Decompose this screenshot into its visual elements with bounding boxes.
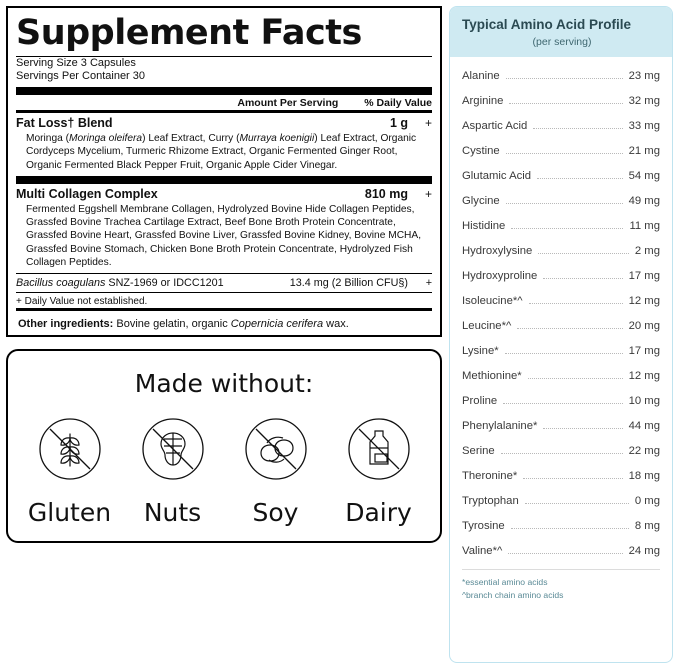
list-item [462,313,660,338]
list-item [462,238,660,263]
amino-value: 33 mg [628,119,660,132]
icon-label: Soy [252,498,299,528]
amino-footnotes [450,570,672,602]
supplement-facts-panel [6,6,442,337]
table-row [16,184,432,273]
amino-value: 2 mg [634,244,660,257]
amino-name: Alanine [462,69,500,82]
blend-name: Fat Loss† Blend [16,116,113,131]
servings-per-container: Servings Per Container 30 [16,70,146,83]
dot-leader [503,403,622,404]
list-item [226,412,326,527]
made-without-panel [6,349,442,543]
list-item [462,63,660,88]
made-without-title: Made without: [134,369,314,399]
amino-value: 10 mg [628,394,660,407]
list-item [329,412,429,527]
other-ingredients-post: wax. [323,318,349,331]
amino-value: 21 mg [628,144,660,157]
amino-name: Methionine* [462,369,522,382]
soybean-icon [239,412,313,486]
dot-leader [505,353,623,354]
dot-leader [517,328,622,329]
icon-label: Gluten [27,498,112,528]
dot-leader [509,103,622,104]
blend-daily-value: + [424,116,432,131]
col-daily-value: % Daily Value [364,97,432,110]
amino-value: 17 mg [628,344,660,357]
blend-daily-value: + [424,186,432,201]
amino-value: 8 mg [634,519,660,532]
other-ingredients-label: Other ingredients: [18,318,114,331]
dot-leader [506,203,623,204]
dot-leader [511,228,623,229]
amino-name: Glutamic Acid [462,169,532,182]
dot-leader [525,503,629,504]
list-item [123,412,223,527]
amino-name: Tyrosine [462,519,505,532]
list-item [462,163,660,188]
list-item [20,412,120,527]
dot-leader [533,128,622,129]
dot-leader [506,153,623,154]
list-item [462,413,660,438]
list-item [462,288,660,313]
dot-leader [511,528,629,529]
amino-name: Histidine [462,219,506,232]
dot-leader [523,478,622,479]
probiotic-name [16,277,224,289]
list-item [462,263,660,288]
amino-name: Hydroxyproline [462,269,538,282]
amino-value: 12 mg [628,369,660,382]
amino-name: Tryptophan [462,494,519,507]
page-title: Supplement Facts [16,13,362,53]
amino-value: 23 mg [628,69,660,82]
dot-leader [543,278,622,279]
list-item [462,388,660,413]
amino-value: 24 mg [628,544,660,557]
list-item [462,488,660,513]
list-item [462,113,660,138]
amino-name: Serine [462,444,495,457]
amino-name: Leucine*^ [462,319,512,332]
amino-acid-panel [449,6,673,663]
footnote-bcaa: ^branch chain amino acids [462,589,564,600]
amino-value: 22 mg [628,444,660,457]
other-ingredients-italic: Copernicia cerifera [230,318,324,331]
amino-panel-subtitle: (per serving) [532,36,592,48]
amino-name: Arginine [462,94,504,107]
amino-value: 11 mg [629,219,660,232]
amino-acid-list [450,57,672,565]
dot-leader [543,428,622,429]
amino-value: 54 mg [628,169,660,182]
probiotic-daily-value: + [425,277,432,290]
table-header [16,95,432,110]
other-ingredients-pre: Bovine gelatin, organic [113,318,231,331]
probiotic-amount: 13.4 mg (2 Billion CFU§) [289,277,408,290]
other-ingredients [16,311,432,331]
peanut-icon [136,412,210,486]
amino-name: Glycine [462,194,500,207]
list-item [462,88,660,113]
amino-value: 18 mg [628,469,660,482]
icon-label: Nuts [143,498,202,528]
amino-value: 32 mg [628,94,660,107]
serving-info [16,57,432,88]
amino-panel-title: Typical Amino Acid Profile [462,17,632,32]
blend-amount: 1 g [389,116,408,131]
dot-leader [508,553,622,554]
dot-leader [501,453,623,454]
list-item [462,513,660,538]
amino-name: Aspartic Acid [462,119,528,132]
amino-value: 44 mg [628,419,660,432]
footnote-essential: *essential amino acids [462,577,548,587]
left-column [6,6,442,543]
dot-leader [506,78,623,79]
list-item [462,363,660,388]
list-item [462,138,660,163]
dot-leader [538,253,629,254]
amino-name: Cystine [462,144,500,157]
amino-value: 0 mg [634,494,660,507]
wheat-icon [33,412,107,486]
amino-name: Lysine* [462,344,499,357]
amino-name: Isoleucine*^ [462,294,523,307]
amino-value: 12 mg [628,294,660,307]
daily-value-note: + Daily Value not established. [16,296,148,308]
col-amount-per-serving: Amount Per Serving [237,97,339,110]
serving-size: Serving Size 3 Capsules [16,56,136,69]
icon-label: Dairy [345,498,412,528]
blend-name: Multi Collagen Complex [16,186,158,201]
list-item [462,538,660,563]
probiotic-species: Bacillus coagulans [16,277,106,290]
amino-value: 17 mg [628,269,660,282]
list-item [462,213,660,238]
dot-leader [537,178,623,179]
amino-name: Proline [462,394,498,407]
list-item [462,438,660,463]
list-item [462,188,660,213]
table-row [16,274,432,292]
milk-icon [342,412,416,486]
amino-name: Hydroxylysine [462,244,533,257]
amino-name: Phenylalanine* [462,419,538,432]
amino-panel-header [450,7,672,57]
blend-ingredients: Moringa (Moringa oleifera) Leaf Extract, Curry (Murraya koenigii) Leaf Extract, Organic Cordyceps Mycelium, Turmeric Rhizome Extract, Organic Fermented Ginger Root, Organic Fermented Black Pepper Fruit, Organic Apple Cider Vinegar. [26,133,417,171]
dot-leader [529,303,623,304]
amino-value: 49 mg [628,194,660,207]
table-row [16,113,432,176]
blend-amount: 810 mg [364,186,408,201]
amino-name: Valine*^ [462,544,503,557]
probiotic-strain: SNZ-1969 or IDCC1201 [105,277,224,290]
made-without-icons [18,412,430,527]
amino-name: Theronine* [462,469,518,482]
list-item [462,463,660,488]
list-item [462,338,660,363]
amino-value: 20 mg [628,319,660,332]
dot-leader [528,378,623,379]
blend-ingredients: Fermented Eggshell Membrane Collagen, Hydrolyzed Bovine Hide Collagen Peptides, Grassfed Bovine Trachea Cartilage Extract, Beef Bone Broth Protein Concentrate, Grassfed Bovine Heart, Grassfed Bovine Liver, Grassfed Bovine Kidney, Bovine MCHA, Grassfed Bovine Stomach, Chicken Bone Broth Protein Concentrate, Hydrolyzed Fish Collagen Peptides. [26,203,422,268]
